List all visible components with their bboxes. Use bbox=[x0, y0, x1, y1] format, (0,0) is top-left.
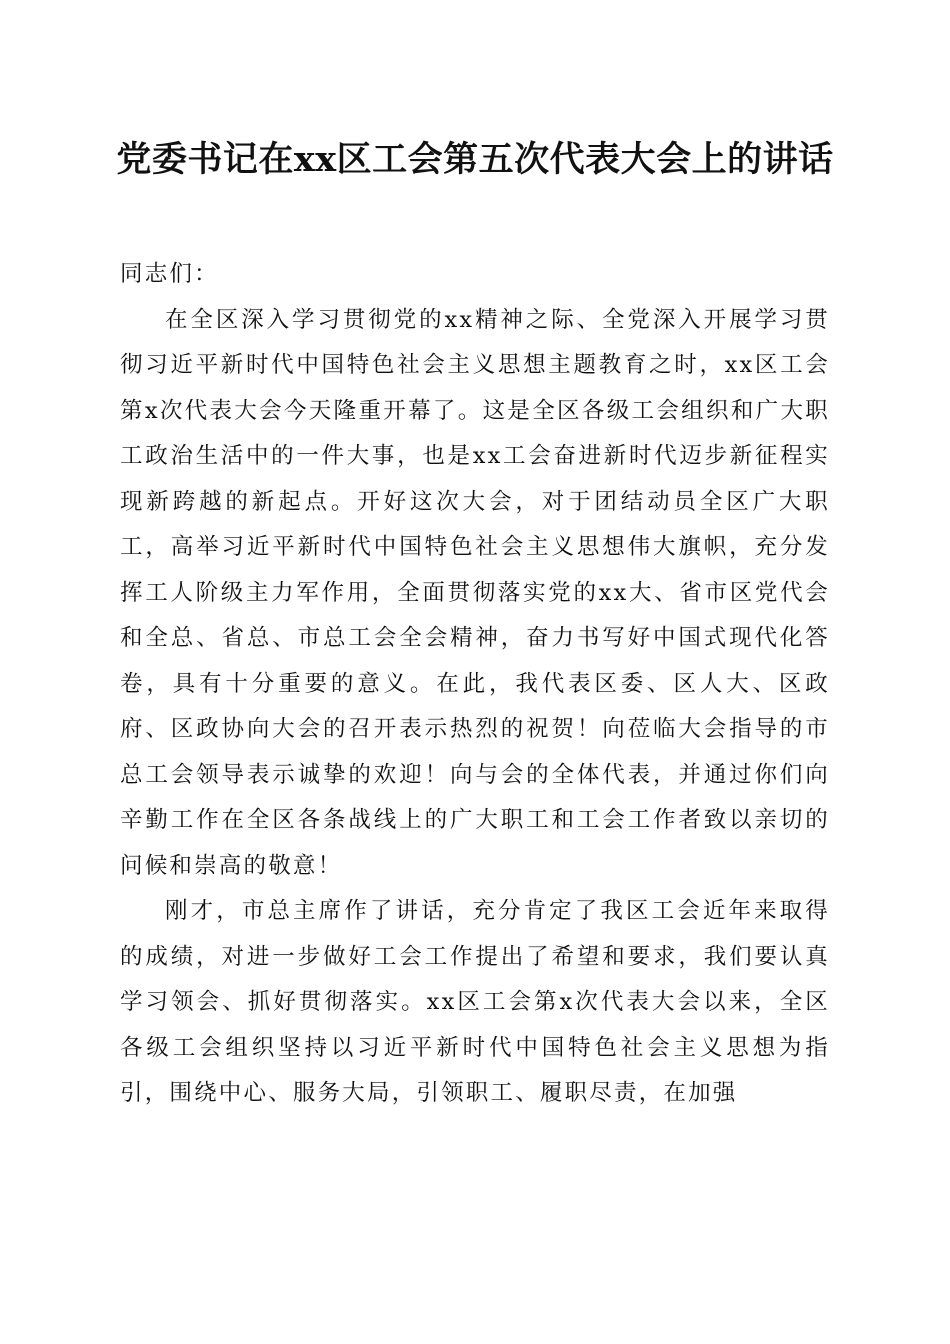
paragraph-1: 在全区深入学习贯彻党的xx精神之际、全党深入开展学习贯彻习近平新时代中国特色社会主义思想主题教育之时，xx区工会第x次代表大会今天隆重开幕了。这是全区各级工会组织和广大职工政治生活中的一件大事，也是xx工会奋进新时代迈步新征程实现新跨越的新起点。开好这次大会，对于团结动员全区广大职工，高举习近平新时代中国特色社会主义思想伟大旗帜，充分发挥工人阶级主力军作用，全面贯彻落实党的xx大、省市区党代会和全总、省总、市总工会全会精神，奋力书写好中国式现代化答卷，具有十分重要的意义。在此，我代表区委、区人大、区政府、区政协向大会的召开表示热烈的祝贺！向莅临大会指导的市总工会领导表示诚挚的欢迎！向与会的全体代表，并通过你们向辛勤工作在全区各条战线上的广大职工和工会工作者致以亲切的问候和崇高的敬意！ bbox=[120, 306, 830, 879]
salutation: 同志们： bbox=[120, 261, 219, 287]
document-body bbox=[120, 252, 830, 1117]
paragraph-2: 刚才，市总主席作了讲话，充分肯定了我区工会近年来取得的成绩，对进一步做好工会工作提出了希望和要求，我们要认真学习领会、抓好贯彻落实。xx区工会第x次代表大会以来，全区各级工会组织坚持以习近平新时代中国特色社会主义思想为指引，围绕中心、服务大局，引领职工、履职尽责，在加强 bbox=[120, 898, 830, 1106]
document-title: 党委书记在xx区工会第五次代表大会上的讲话 bbox=[116, 139, 834, 180]
